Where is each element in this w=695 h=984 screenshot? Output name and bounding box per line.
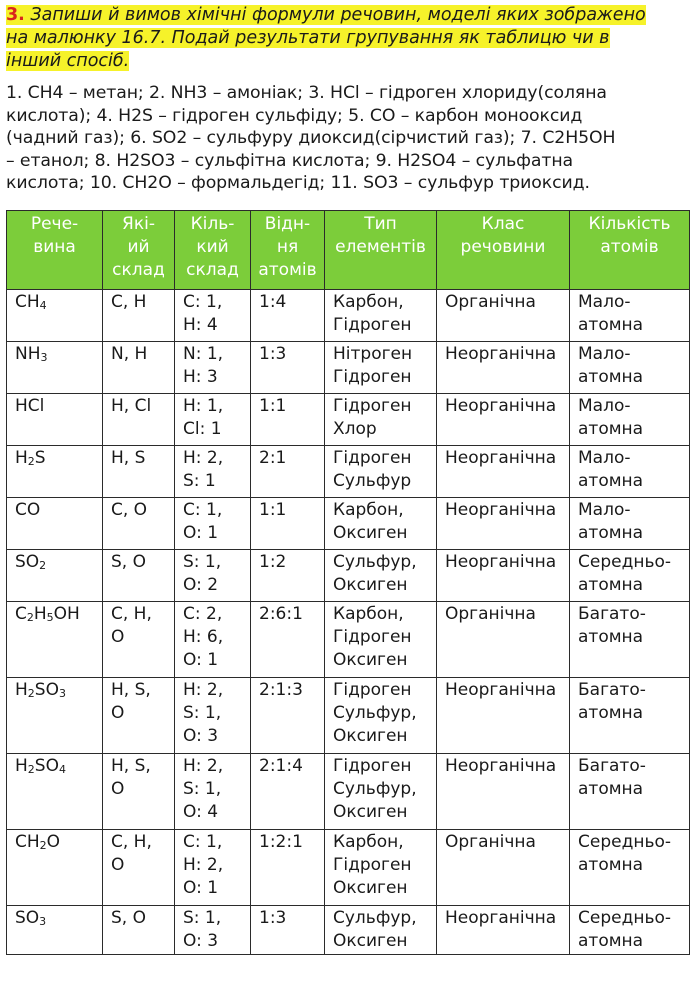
table-row (7, 602, 690, 678)
table-header-row (7, 211, 690, 290)
cell-types: Карбон, Гідроген Оксиген (325, 602, 437, 678)
cell-quantity: S: 1, O: 2 (175, 550, 251, 602)
header-atom-count: Кількість атомів (570, 211, 690, 290)
header-quality-composition: Які- ий склад (103, 211, 175, 290)
cell-types: Гідроген Сульфур, Оксиген (325, 678, 437, 754)
substances-table (6, 210, 690, 955)
cell-quality: H, S, O (103, 754, 175, 830)
cell-ratio: 1:3 (251, 342, 325, 394)
cell-quantity: N: 1, H: 3 (175, 342, 251, 394)
cell-formula: HCl (7, 394, 103, 446)
cell-ratio: 2:1:3 (251, 678, 325, 754)
cell-class: Органічна (437, 602, 570, 678)
table-row (7, 394, 690, 446)
cell-ratio: 2:6:1 (251, 602, 325, 678)
task-line-3: інший спосіб. (6, 51, 130, 71)
cell-ratio: 1:2:1 (251, 830, 325, 906)
cell-count: Багато- атомна (570, 602, 690, 678)
cell-class: Неорганічна (437, 754, 570, 830)
cell-types: Гідроген Сульфур (325, 446, 437, 498)
cell-quality: S, O (103, 906, 175, 955)
cell-formula: CO (7, 498, 103, 550)
cell-ratio: 1:3 (251, 906, 325, 955)
cell-types: Нітроген Гідроген (325, 342, 437, 394)
cell-class: Неорганічна (437, 446, 570, 498)
cell-count: Мало- атомна (570, 446, 690, 498)
cell-formula: CH4 (7, 290, 103, 342)
cell-types: Карбон, Гідроген Оксиген (325, 830, 437, 906)
cell-formula: NH3 (7, 342, 103, 394)
cell-count: Мало- атомна (570, 342, 690, 394)
cell-count: Багато- атомна (570, 678, 690, 754)
cell-formula: SO2 (7, 550, 103, 602)
cell-quantity: H: 2, S: 1, O: 4 (175, 754, 251, 830)
table-row (7, 498, 690, 550)
task-line-1: Запиши й вимов хімічні формули речовин, моделі яких зображено (24, 5, 646, 25)
cell-ratio: 2:1:4 (251, 754, 325, 830)
task-number: 3. (6, 5, 25, 25)
cell-class: Неорганічна (437, 394, 570, 446)
answer-line-1: 1. CH4 – метан; 2. NH3 – амоніак; 3. HCl – гідроген хлориду(соляна (6, 83, 607, 103)
cell-count: Мало- атомна (570, 498, 690, 550)
cell-quantity: C: 1, O: 1 (175, 498, 251, 550)
table-row (7, 830, 690, 906)
cell-types: Карбон, Оксиген (325, 498, 437, 550)
cell-quality: H, Cl (103, 394, 175, 446)
cell-types: Сульфур, Оксиген (325, 550, 437, 602)
cell-formula: H2SO4 (7, 754, 103, 830)
cell-types: Гідроген Сульфур, Оксиген (325, 754, 437, 830)
cell-class: Неорганічна (437, 906, 570, 955)
cell-count: Середньо- атомна (570, 550, 690, 602)
cell-quality: H, S (103, 446, 175, 498)
cell-types: Сульфур, Оксиген (325, 906, 437, 955)
table-row (7, 906, 690, 955)
answer-line-3: (чадний газ); 6. SO2 – сульфуру диоксид(сірчистий газ); 7. C2H5OH (6, 128, 616, 149)
cell-quantity: C: 1, H: 2, O: 1 (175, 830, 251, 906)
cell-quality: H, S, O (103, 678, 175, 754)
cell-formula: H2SO3 (7, 678, 103, 754)
table-row (7, 446, 690, 498)
cell-quality: C, O (103, 498, 175, 550)
answer-line-5: кислота; 10. CH2O – формальдегід; 11. SO3 – сульфур триоксид. (6, 173, 590, 194)
cell-formula: SO3 (7, 906, 103, 955)
cell-types: Карбон, Гідроген (325, 290, 437, 342)
cell-class: Неорганічна (437, 498, 570, 550)
header-element-types: Тип елементів (325, 211, 437, 290)
header-substance: Рече- вина (7, 211, 103, 290)
cell-class: Неорганічна (437, 678, 570, 754)
cell-quantity: H: 2, S: 1, O: 3 (175, 678, 251, 754)
task-text (6, 4, 690, 73)
cell-class: Неорганічна (437, 550, 570, 602)
cell-count: Мало- атомна (570, 290, 690, 342)
cell-types: Гідроген Хлор (325, 394, 437, 446)
cell-formula: H2S (7, 446, 103, 498)
header-substance-class: Клас речовини (437, 211, 570, 290)
cell-quality: C, H, O (103, 830, 175, 906)
cell-ratio: 1:2 (251, 550, 325, 602)
table-row (7, 290, 690, 342)
cell-quality: S, O (103, 550, 175, 602)
cell-count: Мало- атомна (570, 394, 690, 446)
cell-quantity: H: 2, S: 1 (175, 446, 251, 498)
table-row (7, 754, 690, 830)
header-quantity-composition: Кіль- кий склад (175, 211, 251, 290)
cell-quantity: C: 1, H: 4 (175, 290, 251, 342)
cell-quantity: S: 1, O: 3 (175, 906, 251, 955)
cell-ratio: 2:1 (251, 446, 325, 498)
cell-ratio: 1:1 (251, 498, 325, 550)
answer-line-4: – етанол; 8. H2SO3 – сульфітна кислота; 9. H2SO4 – сульфатна (6, 150, 574, 171)
table-row (7, 342, 690, 394)
cell-formula: CH2O (7, 830, 103, 906)
header-atom-ratio: Відн- ня атомів (251, 211, 325, 290)
cell-count: Середньо- атомна (570, 906, 690, 955)
cell-class: Неорганічна (437, 342, 570, 394)
task-line-2: на малюнку 16.7. Подай результати групування як таблицю чи в (6, 28, 610, 48)
cell-quality: C, H (103, 290, 175, 342)
cell-class: Органічна (437, 290, 570, 342)
cell-quantity: H: 1, Cl: 1 (175, 394, 251, 446)
answer-text (6, 82, 692, 195)
cell-quality: C, H, O (103, 602, 175, 678)
table-row (7, 678, 690, 754)
table-row (7, 550, 690, 602)
cell-quality: N, H (103, 342, 175, 394)
cell-quantity: C: 2, H: 6, O: 1 (175, 602, 251, 678)
cell-count: Багато- атомна (570, 754, 690, 830)
cell-class: Органічна (437, 830, 570, 906)
cell-count: Середньо- атомна (570, 830, 690, 906)
cell-ratio: 1:4 (251, 290, 325, 342)
cell-ratio: 1:1 (251, 394, 325, 446)
cell-formula: C2H5OH (7, 602, 103, 678)
answer-line-2: кислота); 4. H2S – гідроген сульфіду; 5. CO – карбон монооксид (6, 105, 583, 126)
